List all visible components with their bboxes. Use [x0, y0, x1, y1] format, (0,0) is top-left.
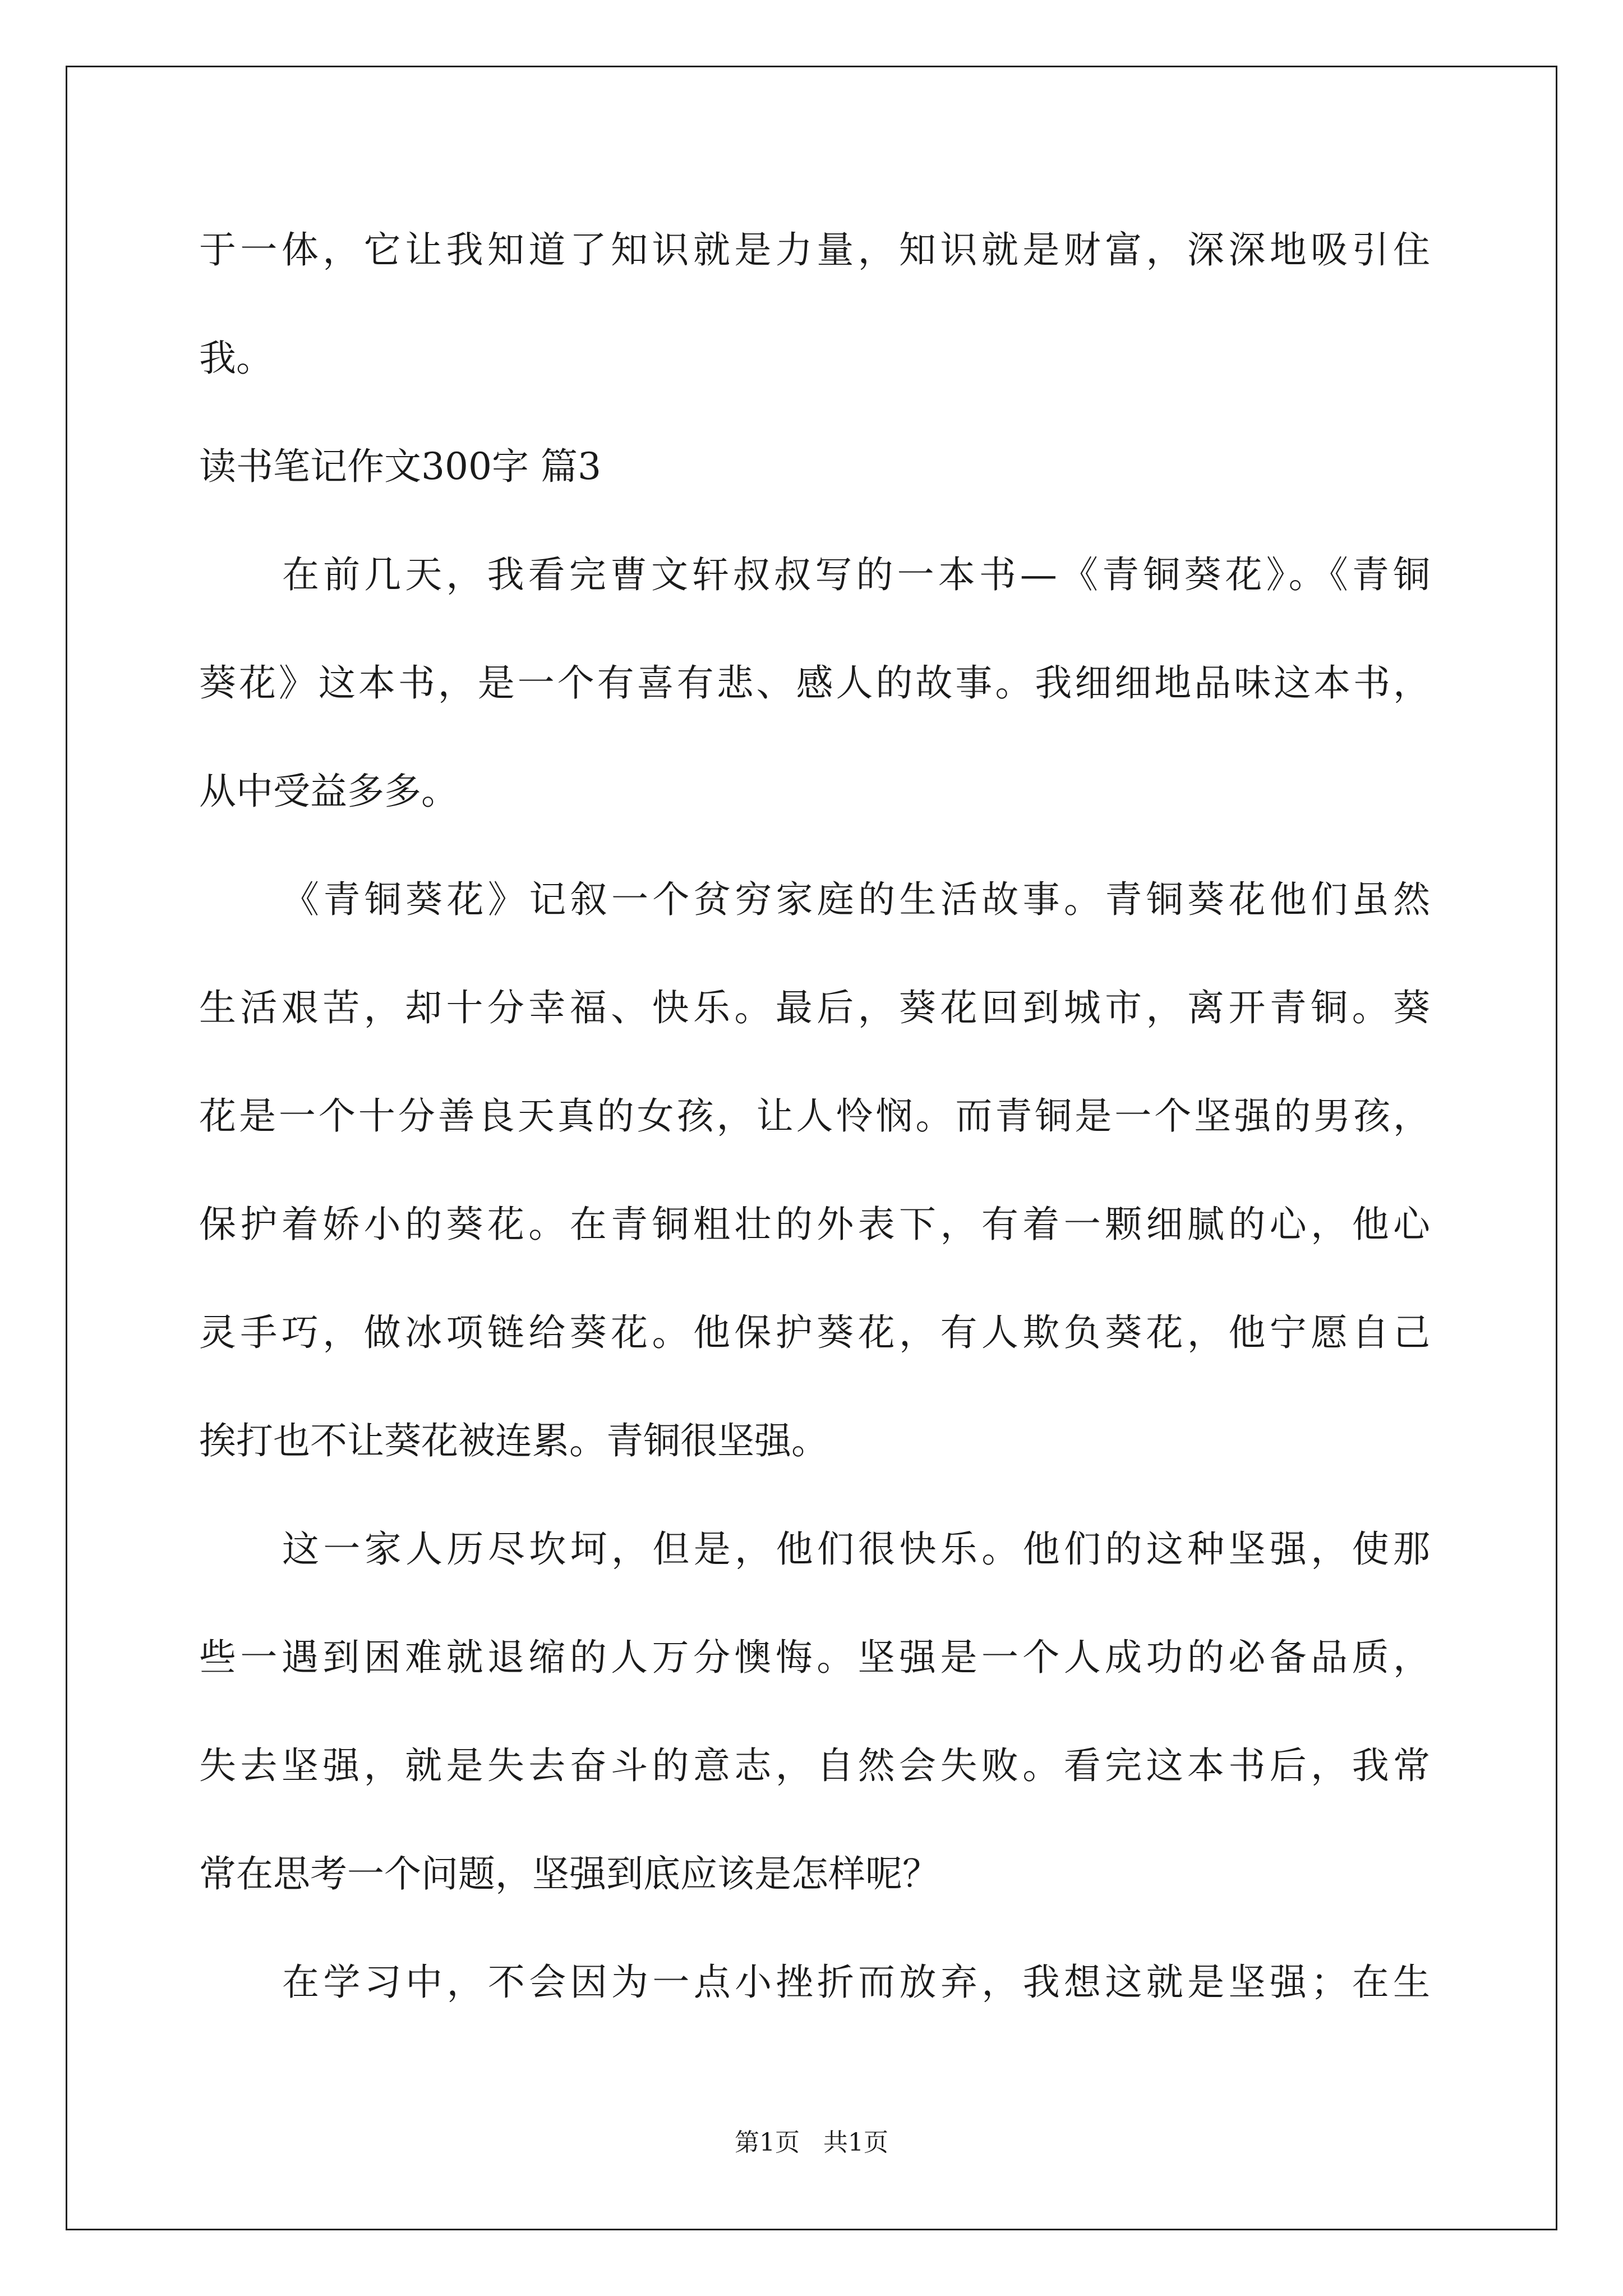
- text-line: 灵手巧，做冰项链给葵花。他保护葵花，有人欺负葵花，他宁愿自己: [199, 1311, 1430, 1354]
- page-footer: 第1页 共1页: [735, 2128, 888, 2157]
- text-line: 于一体，它让我知道了知识就是力量，知识就是财富，深深地吸引住: [199, 228, 1430, 272]
- text-line: 些一遇到困难就退缩的人万分懊悔。坚强是一个人成功的必备品质，: [199, 1636, 1430, 1679]
- text-line: 失去坚强，就是失去奋斗的意志，自然会失败。看完这本书后，我常: [199, 1744, 1430, 1787]
- text-line: 挨打也不让葵花被连累。青铜很坚强。: [199, 1419, 828, 1462]
- text-line: 在前几天，我看完曹文轩叔叔写的一本书—《青铜葵花》。《青铜: [282, 553, 1430, 596]
- text-line: 保护着娇小的葵花。在青铜粗壮的外表下，有着一颗细腻的心，他心: [199, 1203, 1430, 1246]
- text-line: 葵花》这本书，是一个有喜有悲、感人的故事。我细细地品味这本书，: [199, 661, 1430, 705]
- text-line: 在学习中，不会因为一点小挫折而放弃，我想这就是坚强；在生: [282, 1961, 1430, 2004]
- text-line: 生活艰苦，却十分幸福、快乐。最后，葵花回到城市，离开青铜。葵: [199, 986, 1430, 1029]
- text-line: 常在思考一个问题，坚强到底应该是怎样呢？: [199, 1852, 939, 1895]
- section-heading: 读书笔记作文300字 篇3: [199, 445, 601, 488]
- text-line: 《青铜葵花》记叙一个贫穷家庭的生活故事。青铜葵花他们虽然: [282, 878, 1430, 921]
- text-line: 我。: [199, 337, 273, 380]
- page-border: [66, 66, 1557, 2230]
- text-line: 从中受益多多。: [199, 770, 458, 813]
- text-line: 这一家人历尽坎坷，但是，他们很快乐。他们的这种坚强，使那: [282, 1527, 1430, 1571]
- text-line: 花是一个十分善良天真的女孩，让人怜悯。而青铜是一个坚强的男孩，: [199, 1094, 1430, 1138]
